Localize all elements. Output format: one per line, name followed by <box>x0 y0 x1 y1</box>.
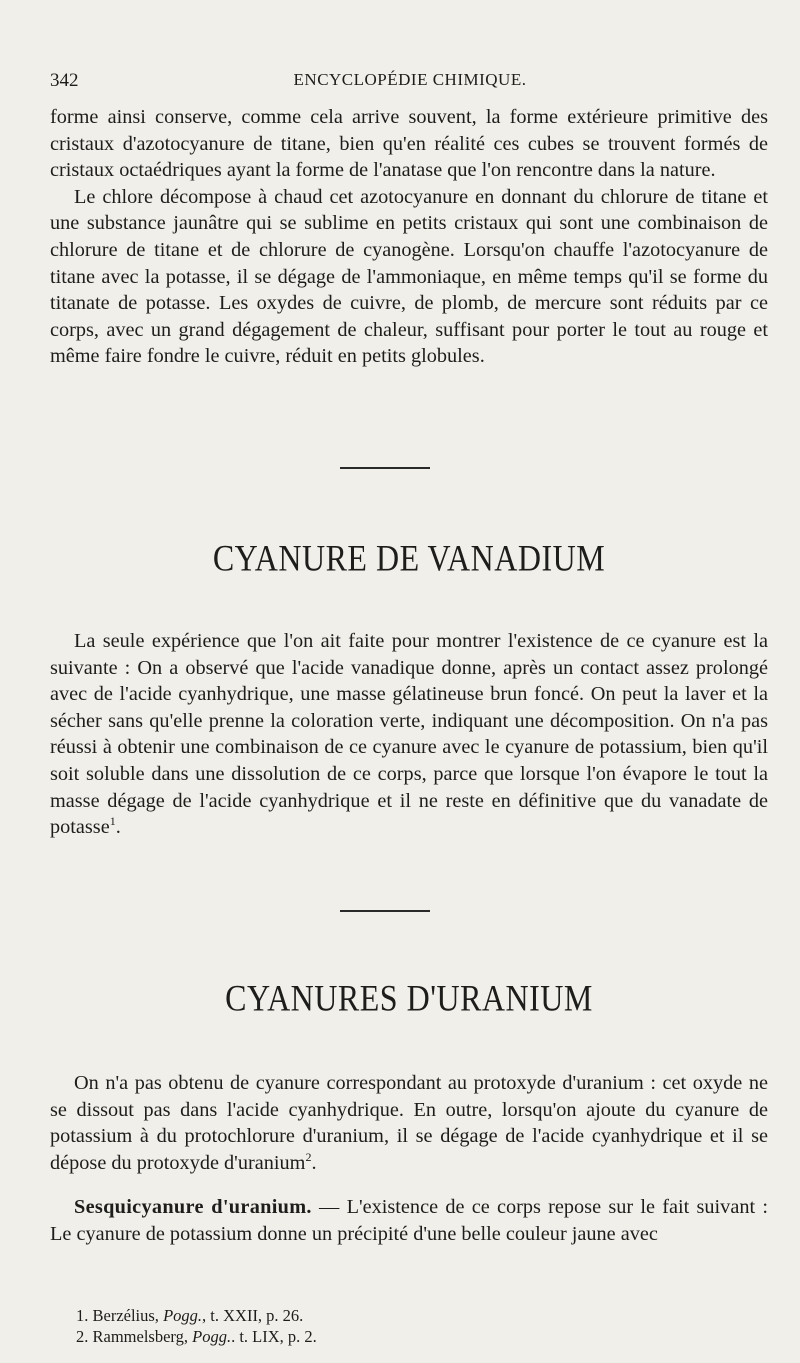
footnotes <box>76 1305 676 1347</box>
footnote-author: Berzélius, <box>92 1306 159 1325</box>
footnote-journal: Pogg. <box>163 1306 203 1325</box>
section-divider <box>340 910 430 912</box>
intro-text <box>50 104 768 370</box>
section-title-vanadium: CYANURE DE VANADIUM <box>212 537 606 579</box>
intro-paragraph-1: forme ainsi conserve, comme cela arrive souvent, la forme extérieure primitive des cristaux d'azotocyanure de titane, bien qu'en réalité ces cubes se trouvent formés de cristaux octaédriques ayant la forme de l'anatase que l'on rencontre dans la nature. <box>50 106 768 182</box>
footnote-2 <box>76 1326 676 1347</box>
sesquicyanure-heading: Sesquicyanure d'uranium. <box>74 1196 312 1219</box>
footnote-journal: Pogg. <box>192 1327 232 1346</box>
footnote-number: 2. <box>76 1327 89 1346</box>
uranium-paragraph-end: . <box>311 1151 317 1174</box>
intro-paragraph-2: Le chlore décompose à chaud cet azotocyanure en donnant du chlorure de titane et une substance jaunâtre qui se sublime en petits cristaux qui sont une combinaison de chlorure de titane et de chlorure de cyanogène. Lorsqu'on chauffe l'azotocyanure de titane avec la potasse, il se dégage de l'ammoniaque, en même temps qu'il se forme du titanate de potasse. Les oxydes de cuivre, de plomb, de mercure sont réduits par ce corps, avec un grand dégagement de chaleur, suffisant pour porter le tout au rouge et même faire fondre le cuivre, réduit en petits globules. <box>50 185 768 368</box>
footnote-reference: , t. XXII, p. 26. <box>202 1306 304 1325</box>
vanadium-paragraph-end: . <box>115 816 121 839</box>
uranium-paragraph <box>50 1070 768 1176</box>
uranium-text <box>50 1070 768 1248</box>
page-number: 342 <box>50 70 79 91</box>
footnote-1 <box>76 1305 676 1326</box>
sesquicyanure-text: — L'existence de ce corps repose sur le fait suivant : Le cyanure de potassium donne un précipité d'une belle couleur jaune avec <box>50 1196 768 1245</box>
vanadium-text <box>50 628 768 841</box>
vanadium-paragraph <box>50 628 768 841</box>
page-header <box>50 70 770 96</box>
footnote-author: Rammelsberg, <box>92 1327 188 1346</box>
sesquicyanure-paragraph <box>50 1194 768 1247</box>
footnote-number: 1. <box>76 1306 89 1325</box>
footnote-reference: . t. LIX, p. 2. <box>231 1327 317 1346</box>
footnote-ref-2[interactable]: 2 <box>305 1150 312 1165</box>
section-divider <box>340 467 430 469</box>
running-head: ENCYCLOPÉDIE CHIMIQUE. <box>293 70 527 89</box>
vanadium-paragraph-text: La seule expérience que l'on ait faite pour montrer l'existence de ce cyanure est la suivante : On a observé que l'acide vanadique donne, après un contact assez prolongé avec de l'acide cyanhydrique, une masse gélatineuse brun foncé. On peut la laver et la sécher sans qu'elle prenne la coloration verte, indiquant une décomposition. On n'a pas réussi à obtenir une combinaison de ce cyanure avec le cyanure de potassium, bien qu'il soit soluble dans une dissolution de ce corps, parce que lorsque l'on évapore le tout la masse dégage de l'acide cyanhydrique et il ne reste en définitive que du vanadate de potasse <box>50 630 768 839</box>
section-title-uranium: CYANURES D'URANIUM <box>225 977 593 1019</box>
footnote-ref-1[interactable]: 1 <box>109 814 116 829</box>
uranium-paragraph-text: On n'a pas obtenu de cyanure correspondant au protoxyde d'uranium : cet oxyde ne se dissout pas dans l'acide cyanhydrique. En outre, lorsqu'on ajoute du cyanure de potassium à du protochlorure d'uranium, il se dégage de l'acide cyanhydrique et il se dépose du protoxyde d'uranium <box>50 1072 768 1174</box>
